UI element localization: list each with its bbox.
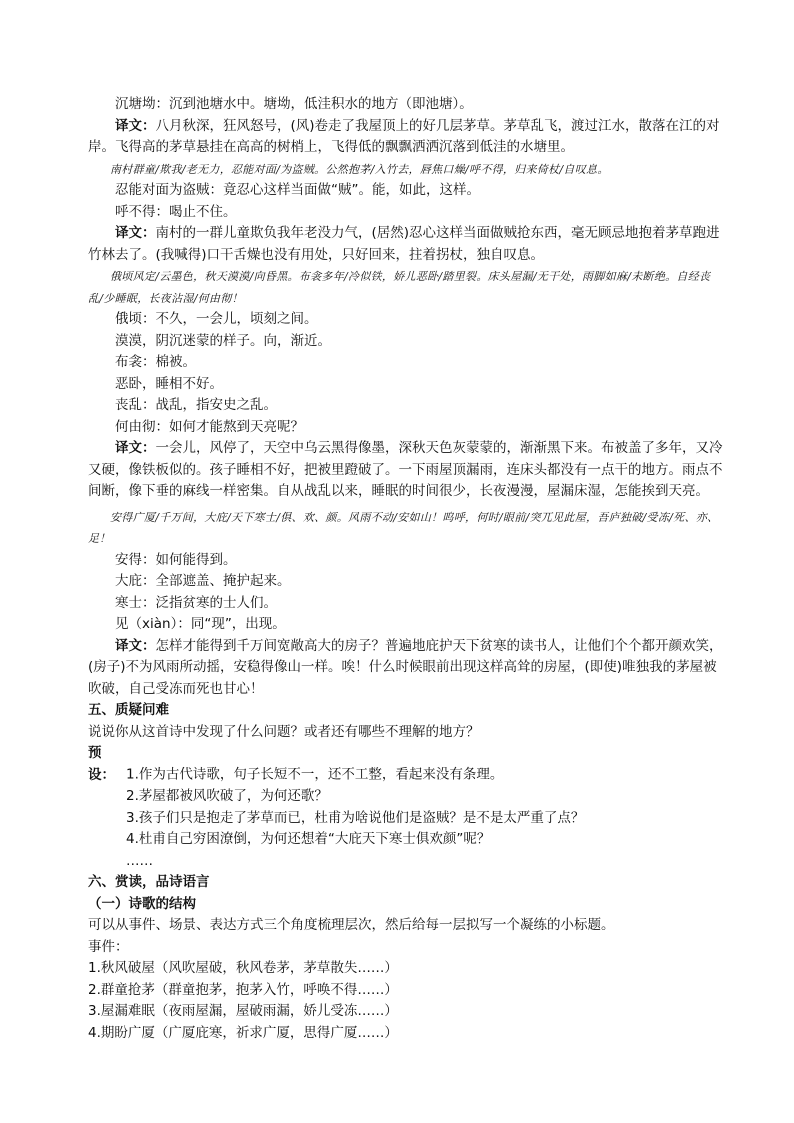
event-item: 3.屋漏难眠（夜雨屋漏，屋破雨漏，娇儿受冻……） <box>88 1003 398 1019</box>
translation-stanza-3 <box>88 438 724 503</box>
subheading-structure: （一）诗歌的结构 <box>88 895 196 912</box>
translation-label: 译文： <box>115 117 156 134</box>
translation-stanza-4 <box>88 636 724 701</box>
presupposition-label: 预设： <box>88 745 115 783</box>
presupposition-item: 3.孩子们只是抱走了茅草而已，杜甫为啥说他们是盗贼？是不是太严重了点？ <box>126 809 585 826</box>
event-item: 4.期盼广厦（广厦庇寒，祈求广厦，思得广厦……） <box>88 1024 398 1041</box>
translation-text: 南村的一群儿童欺负我年老没力气，(居然)忍心这样当面做贼抢东西，毫无顾忌地抱着茅草跑进竹林去了。(我喊得)口干舌燥也没有用处，只好回来，拄着拐杖，独自叹息。 <box>88 225 720 263</box>
translation-text: 八月秋深，狂风怒号，(风)卷走了我屋顶上的好几层茅草。茅草乱飞，渡过江水，散落在江的对岸。飞得高的茅草悬挂在高高的树梢上，飞得低的飘飘洒洒沉落到低洼的水塘里。 <box>88 117 720 155</box>
translation-label: 译文： <box>115 637 156 654</box>
gloss-item: 丧乱：战乱，指安史之乱。 <box>115 397 277 413</box>
gloss-item: 见（xiàn）：同“现”，出现。 <box>115 616 286 632</box>
gloss-item: 何由彻：如何才能熬到天亮呢？ <box>115 418 304 435</box>
event-item: 2.群童抢茅（群童抱茅，抱茅入竹，呼唤不得……） <box>88 981 398 998</box>
poem-stanza-4: 安得广厦/千万间，大庇/天下寒士/俱、欢、颜。风雨不动/安如山！呜呼，何时/眼前/突兀见此屋，吾庐独破/受冻/死、亦、足！ <box>88 510 719 545</box>
gloss-item: 安得：如何能得到。 <box>115 551 237 568</box>
gloss-item: 呼不得：喝止不住。 <box>115 203 237 220</box>
poem-stanza-2: 南村群童/欺我/老无力，忍能对面/为盗贼。公然抱茅/入竹去，唇焦口燥/呼不得，归来倚杖/自叹息。 <box>110 162 609 176</box>
presupposition-item: 2.茅屋都被风吹破了，为何还歌？ <box>126 788 328 804</box>
presupposition-item: 4.杜甫自己穷困潦倒，为何还想着“大庇天下寒士俱欢颜”呢？ <box>126 831 491 847</box>
translation-stanza-1 <box>88 116 724 159</box>
events-label: 事件： <box>88 938 129 955</box>
translation-label: 译文： <box>115 440 156 456</box>
gloss-item: 漠漠，阴沉迷蒙的样子。向，渐近。 <box>115 332 331 349</box>
presupposition-row <box>88 743 724 786</box>
poem-stanza-3: 俄顷风定/云墨色，秋天漠漠/向昏黑。布衾多年/冷似铁，娇儿恶卧/踏里裂。床头屋漏/无干处，雨脚如麻/未断绝。自经丧乱/少睡眠，长夜沾湿/何由彻！ <box>88 270 711 305</box>
gloss-item: 忍能对面为盗贼：竟忍心这样当面做“贼”。能，如此，这样。 <box>115 182 480 198</box>
gloss-item: 寒士：泛指贫寒的士人们。 <box>115 594 277 611</box>
presupposition-item: 1.作为古代诗歌，句子长短不一，还不工整，看起来没有条理。 <box>126 766 504 783</box>
document-body <box>88 94 724 1044</box>
translation-stanza-2 <box>88 223 724 266</box>
section-heading-appreciation: 六、赏读，品诗语言 <box>88 874 210 890</box>
question-prompt: 说说你从这首诗中发现了什么问题？或者还有哪些不理解的地方？ <box>88 723 480 740</box>
gloss-chentang: 沉塘坳：沉到池塘水中。塘坳，低洼积水的地方（即池塘）。 <box>115 96 473 112</box>
presupposition-ellipsis: …… <box>126 852 153 869</box>
translation-text: 一会儿，风停了，天空中乌云黑得像墨，深秋天色灰蒙蒙的，渐渐黑下来。布被盖了多年，又冷又硬，像铁板似的。孩子睡相不好，把被里蹬破了。一下雨屋顶漏雨，连床头都没有一点干的地方。雨点不间断，像下垂的麻线一样密集。自从战乱以来，睡眠的时间很少，长夜漫漫，屋漏床湿，怎能挨到天亮。 <box>88 440 723 499</box>
structure-intro: 可以从事件、场景、表达方式三个角度梳理层次，然后给每一层拟写一个凝练的小标题。 <box>88 917 615 933</box>
translation-text: 怎样才能得到千万间宽敞高大的房子？普遍地庇护天下贫寒的读书人，让他们个个都开颜欢笑，(房子)不为风雨所动摇，安稳得像山一样。唉！什么时候眼前出现这样高耸的房屋，(即使)唯独我的茅屋被吹破，自己受冻而死也甘心！ <box>88 637 723 697</box>
translation-label: 译文： <box>115 225 156 241</box>
section-heading-questions: 五、质疑问难 <box>88 702 169 718</box>
event-item: 1.秋风破屋（风吹屋破，秋风卷茅，茅草散失……） <box>88 960 398 976</box>
gloss-item: 布衾：棉被。 <box>115 354 196 370</box>
gloss-item: 俄顷：不久，一会儿，顷刻之间。 <box>115 311 318 327</box>
gloss-item: 恶卧，睡相不好。 <box>115 375 223 392</box>
gloss-item: 大庇：全部遮盖、掩护起来。 <box>115 573 291 589</box>
